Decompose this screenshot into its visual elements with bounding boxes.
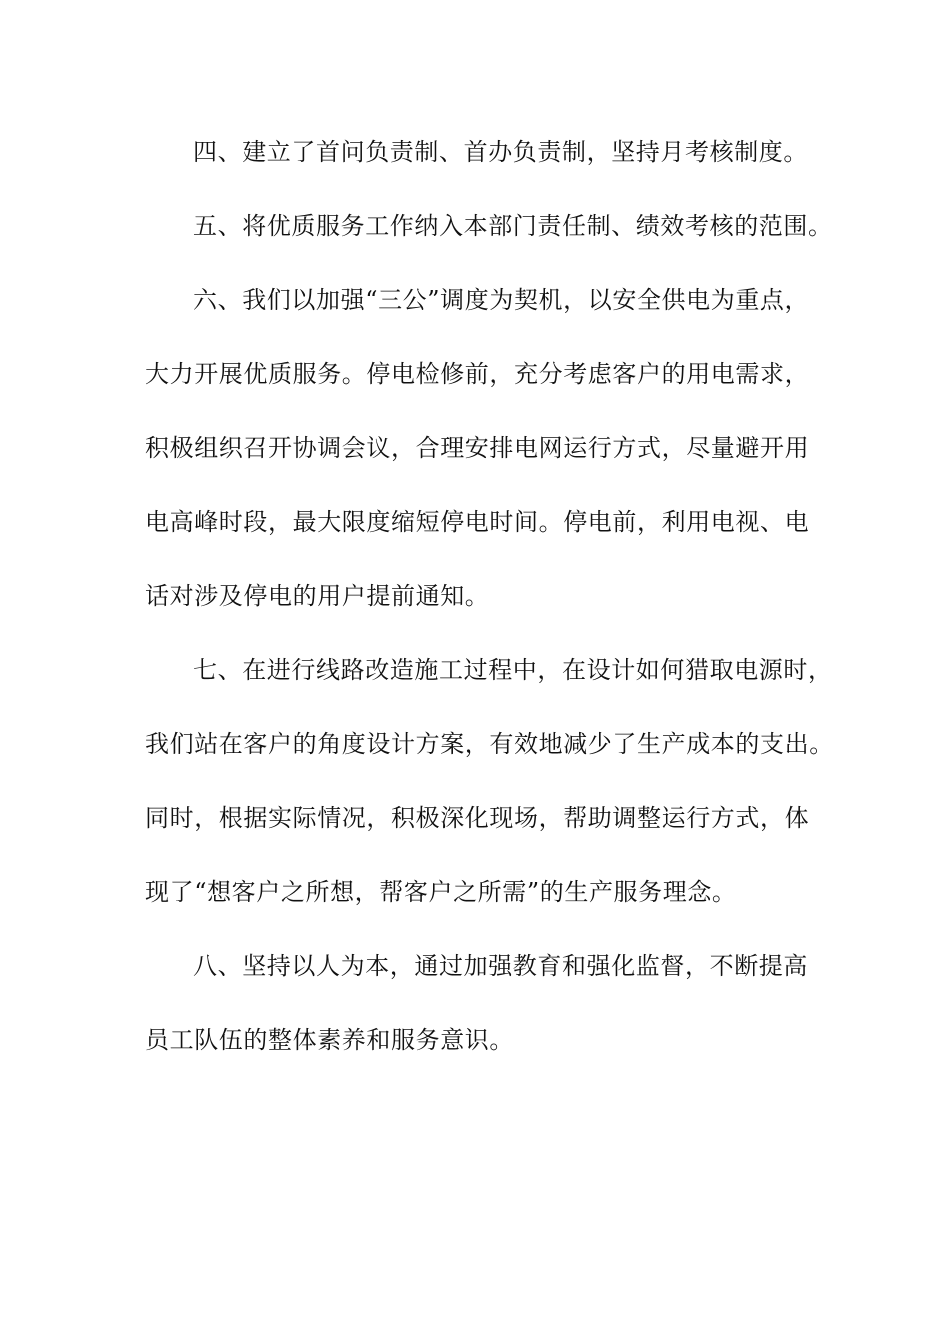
paragraph-6-line-1: 六、我们以加强“三公”调度为契机，以安全供电为重点， <box>193 286 810 314</box>
paragraph-6-line-5: 话对涉及停电的用户提前通知。 <box>145 582 490 610</box>
paragraph-8-line-2: 员工队伍的整体素养和服务意识。 <box>145 1026 514 1054</box>
paragraph-8-line-1: 八、坚持以人为本，通过加强教育和强化监督，不断提高 <box>193 952 808 980</box>
paragraph-7-line-1: 七、在进行线路改造施工过程中，在设计如何猎取电源时， <box>193 656 833 684</box>
paragraph-4-line-1: 四、建立了首问负责制、首办负责制，坚持月考核制度。 <box>193 138 808 166</box>
paragraph-6-line-3: 积极组织召开协调会议，合理安排电网运行方式，尽量避开用 <box>145 434 810 462</box>
paragraph-6-line-2: 大力开展优质服务。停电检修前，充分考虑客户的用电需求， <box>145 360 810 388</box>
paragraph-6-line-4: 电高峰时段，最大限度缩短停电时间。停电前，利用电视、电 <box>145 508 810 536</box>
paragraph-7-line-2: 我们站在客户的角度设计方案，有效地减少了生产成本的支出。 <box>145 730 834 758</box>
paragraph-7-line-3: 同时，根据实际情况，积极深化现场，帮助调整运行方式，体 <box>145 804 810 832</box>
paragraph-7-line-4: 现了“想客户之所想，帮客户之所需”的生产服务理念。 <box>145 878 737 906</box>
paragraph-5-line-1: 五、将优质服务工作纳入本部门责任制、绩效考核的范围。 <box>193 212 833 240</box>
